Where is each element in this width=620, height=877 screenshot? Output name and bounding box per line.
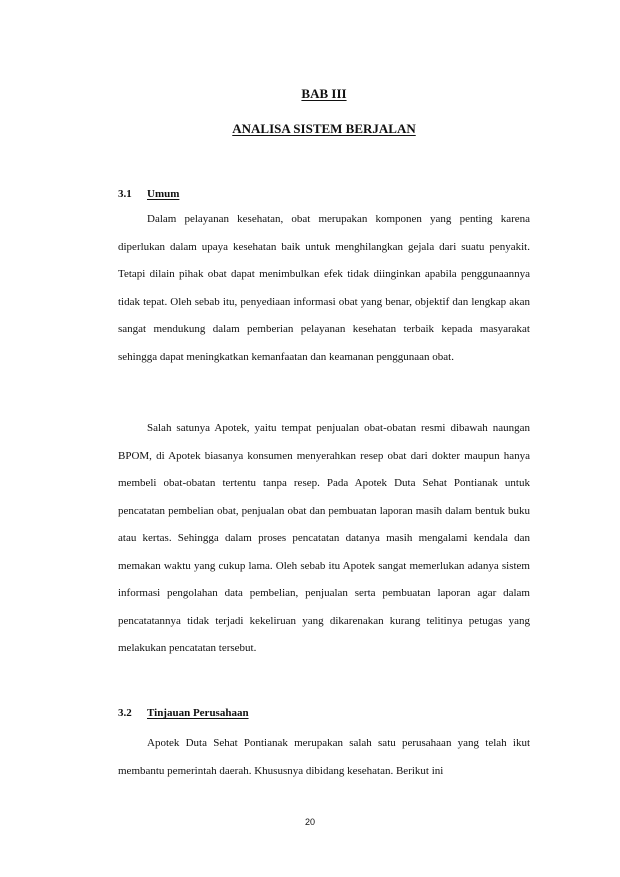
section-heading-tinjauan-perusahaan: [118, 705, 530, 721]
chapter-label: BAB III: [301, 86, 347, 101]
chapter-title: ANALISA SISTEM BERJALAN: [232, 121, 416, 136]
paragraph: Salah satunya Apotek, yaitu tempat penjualan obat-obatan resmi dibawah naungan BPOM, di Apotek biasanya konsumen menyerahkan resep obat dari dokter maupun hanya membeli obat-obatan tertentu tanpa resep. Pada Apotek Duta Sehat Pontianak untuk pencatatan pembelian obat, penjualan obat dan pembuatan laporan masih dalam bentuk buku atau kertas. Sehingga dalam proses pencatatan datanya masih mengalami kendala dan memakan waktu yang cukup lama. Oleh sebab itu Apotek sangat memerlukan adanya sistem informasi pengolahan data pembelian, penjualan serta pembuatan laporan agar dalam pencatatannya tidak terjadi kekeliruan yang dikarenakan kurang telitinya petugas yang melakukan pencatatan tersebut.: [118, 422, 530, 654]
paragraph: Dalam pelayanan kesehatan, obat merupakan komponen yang penting karena diperlukan dalam upaya kesehatan baik untuk menghilangkan gejala dari suatu penyakit. Tetapi dilain pihak obat dapat menimbulkan efek tidak diinginkan apabila penggunaannya tidak tepat. Oleh sebab itu, penyediaan informasi obat yang benar, objektif dan lengkap akan sangat mendukung dalam pemberian pelayanan kesehatan terbaik kepada masyarakat sehingga dapat meningkatkan kemanfaatan dan keamanan penggunaan obat.: [118, 213, 530, 363]
section-heading-umum: [118, 186, 530, 202]
section-number: 3.2: [118, 707, 132, 719]
section-title: Umum: [147, 188, 180, 200]
section-title: Tinjauan Perusahaan: [147, 707, 249, 719]
page-number: 20: [304, 817, 315, 827]
paragraph: Apotek Duta Sehat Pontianak merupakan salah satu perusahaan yang telah ikut membantu pemerintah daerah. Khususnya dibidang kesehatan. Berikut ini: [118, 737, 530, 777]
section-number: 3.1: [118, 188, 132, 200]
